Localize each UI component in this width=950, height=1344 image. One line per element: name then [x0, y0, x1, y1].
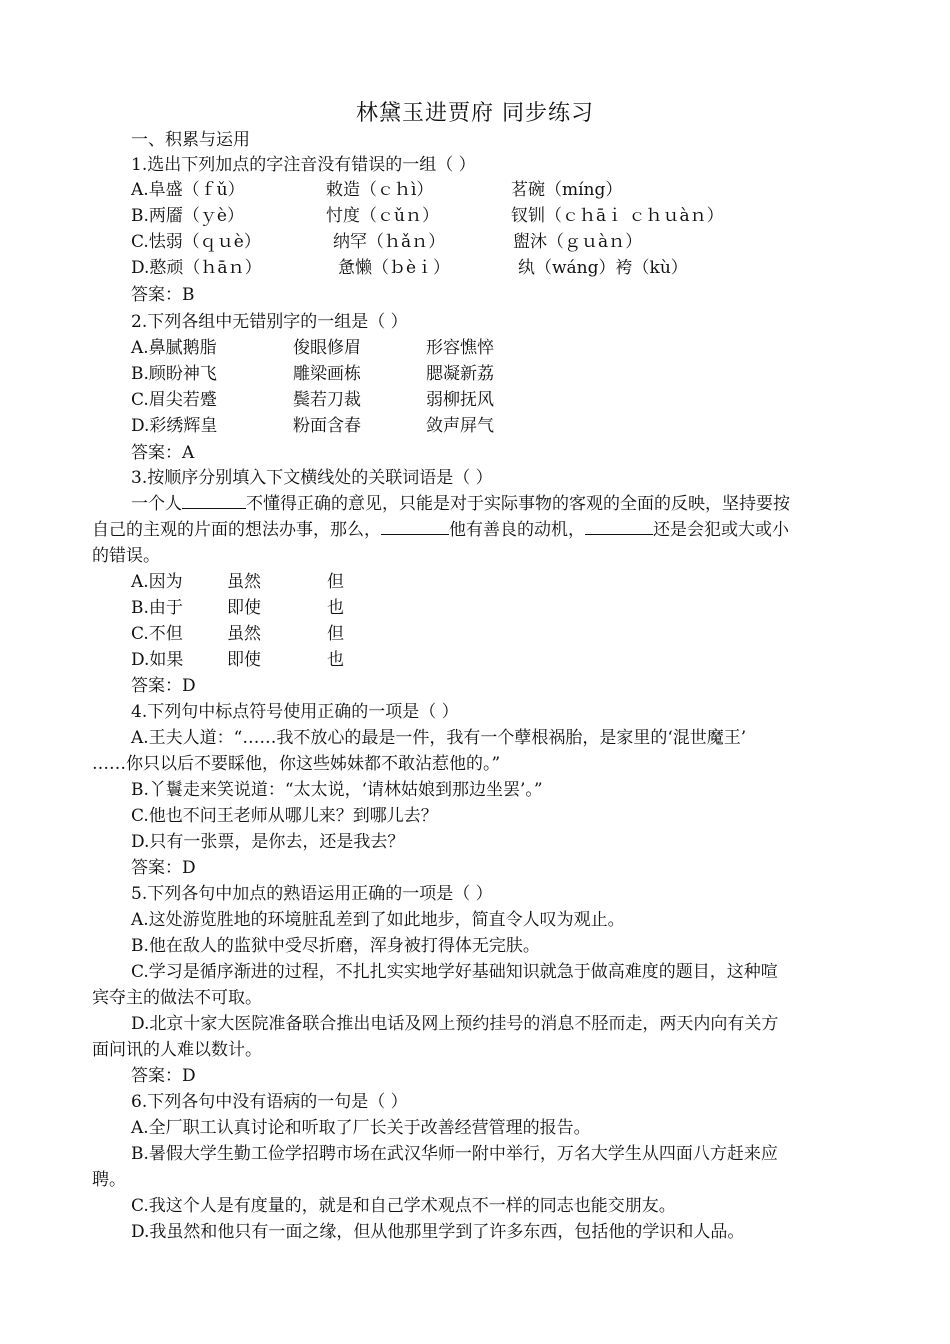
question-5-option-c: C.学习是循序渐进的过程，不扎扎实实地学好基础知识就急于做高难度的题目，这种喧 [131, 962, 778, 982]
passage-text: 他有善良的动机， [449, 520, 585, 540]
option-text: A.阜盛（ｆǔ） [131, 180, 245, 200]
option-text: D.彩绣辉皇 [131, 416, 218, 436]
passage-text: 一个人 [131, 494, 182, 514]
option-text: A.因为 [131, 572, 183, 592]
option-text: 也 [327, 650, 344, 670]
option-text: 盥沐（ｇｕàｎ） [513, 232, 643, 252]
fill-blank [381, 518, 449, 535]
option-text: 雕梁画栋 [293, 364, 361, 384]
option-text: 但 [327, 624, 344, 644]
question-6-option-b-cont: 聘。 [92, 1170, 126, 1190]
option-text: C.怯弱（ｑｕè） [131, 232, 261, 252]
question-4-option-c: C.他也不问王老师从哪儿来？到哪儿去？ [131, 806, 438, 826]
question-3-option-d [131, 648, 344, 672]
option-text: B.两靥（ｙè） [131, 206, 244, 226]
question-4-stem: 4.下列句中标点符号使用正确的一项是（ ） [131, 702, 459, 722]
answer-3: 答案：D [131, 676, 196, 696]
question-6-option-d: D.我虽然和他只有一面之缘，但从他那里学到了许多东西，包括他的学识和人品。 [131, 1222, 745, 1242]
question-4-option-d: D.只有一张票，是你去，还是我去？ [131, 832, 405, 852]
option-text: 纨（wáng）袴（kù） [518, 258, 688, 278]
question-1-option-a [131, 178, 622, 202]
page-title: 林黛玉进贾府 同步练习 [356, 101, 594, 126]
option-text: D.憨顽（ｈāｎ） [131, 258, 262, 278]
passage-text: 还是会犯或大或小 [653, 520, 789, 540]
question-6-option-a: A.全厂职工认真讨论和听取了厂长关于改善经营管理的报告。 [131, 1118, 591, 1138]
question-5-option-c-cont: 宾夺主的做法不可取。 [92, 988, 262, 1008]
option-text: 但 [327, 572, 344, 592]
question-5-option-a: A.这处游览胜地的环境脏乱差到了如此地步，简直令人叹为观止。 [131, 910, 625, 930]
option-text: 虽然 [227, 624, 261, 644]
answer-5: 答案：D [131, 1066, 196, 1086]
question-3-option-a [131, 570, 344, 594]
question-2-stem: 2.下列各组中无错别字的一组是（ ） [131, 312, 408, 332]
question-1-option-b [131, 204, 724, 228]
question-5-stem: 5.下列各句中加点的熟语运用正确的一项是（ ） [131, 884, 493, 904]
option-text: 粉面含春 [293, 416, 361, 436]
option-text: 俊眼修眉 [293, 338, 361, 358]
option-text: A.鼻腻鹅脂 [131, 338, 217, 358]
question-5-option-d-cont: 面问讯的人难以数计。 [92, 1040, 262, 1060]
option-text: B.顾盼神飞 [131, 364, 217, 384]
question-3-passage-line-3: 的错误。 [92, 546, 160, 566]
section-heading: 一、积累与运用 [131, 130, 250, 150]
question-6-stem: 6.下列各句中没有语病的一句是（ ） [131, 1092, 408, 1112]
option-text: C.眉尖若蹙 [131, 390, 217, 410]
option-text: 茗碗（míng） [511, 180, 623, 200]
option-text: 敛声屏气 [426, 416, 494, 436]
option-text: D.如果 [131, 650, 184, 670]
option-text: 即使 [227, 650, 261, 670]
question-6-option-b: B.暑假大学生勤工俭学招聘市场在武汉华师一附中举行，万名大学生从四面八方赶来应 [131, 1144, 778, 1164]
answer-1: 答案：B [131, 285, 195, 305]
question-4-option-a: A.王夫人道：“……我不放心的最是一件，我有一个孽根祸胎，是家里的‘混世魔王’ [131, 728, 747, 748]
question-1-option-c [131, 230, 642, 254]
question-6-option-c: C.我这个人是有度量的，就是和自己学术观点不一样的同志也能交朋友。 [131, 1196, 676, 1216]
option-text: 虽然 [227, 572, 261, 592]
answer-4: 答案：D [131, 858, 196, 878]
question-3-option-c [131, 622, 344, 646]
option-text: 钗钏（ｃｈāｉ ｃｈｕàｎ） [511, 206, 724, 226]
question-4-option-b: B.丫鬟走来笑说道：“太太说，‘请林姑娘到那边坐罢’。” [131, 780, 543, 800]
passage-text: 不懂得正确的意见，只能是对于实际事物的客观的全面的反映，坚持要按 [246, 494, 790, 514]
option-text: B.由于 [131, 598, 183, 618]
question-4-option-a-cont: ……你只以后不要睬他，你这些姊妹都不敢沾惹他的。” [92, 754, 501, 774]
option-text: 鬓若刀裁 [293, 390, 361, 410]
question-2-option-d [131, 414, 494, 438]
option-text: 形容憔悴 [426, 338, 494, 358]
question-2-option-a [131, 336, 494, 360]
option-text: 惫懒（ｂèｉ） [338, 258, 451, 278]
option-text: 纳罕（ｈǎｎ） [333, 232, 446, 252]
option-text: 腮凝新荔 [426, 364, 494, 384]
fill-blank [182, 492, 246, 509]
option-text: 弱柳抚风 [426, 390, 494, 410]
question-2-option-c [131, 388, 494, 412]
question-3-stem: 3.按顺序分别填入下文横线处的关联词语是（ ） [131, 468, 493, 488]
passage-text: 自己的主观的片面的想法办事，那么， [92, 520, 381, 540]
option-text: 即使 [227, 598, 261, 618]
option-text: C.不但 [131, 624, 183, 644]
question-5-option-d: D.北京十家大医院准备联合推出电话及网上预约挂号的消息不胫而走，两天内向有关方 [131, 1014, 779, 1034]
question-1-option-d [131, 256, 688, 280]
option-text: 敕造（ｃｈì） [326, 180, 434, 200]
question-2-option-b [131, 362, 494, 386]
option-text: 忖度（ｃǔｎ） [326, 206, 439, 226]
option-text: 也 [327, 598, 344, 618]
answer-2: 答案：A [131, 443, 195, 463]
question-3-option-b [131, 596, 344, 620]
question-3-passage-line-2 [92, 518, 789, 542]
question-3-passage-line-1 [131, 492, 790, 516]
fill-blank [585, 518, 653, 535]
question-1-stem: 1.选出下列加点的字注音没有错误的一组（ ） [131, 155, 476, 175]
question-5-option-b: B.他在敌人的监狱中受尽折磨，浑身被打得体无完肤。 [131, 936, 540, 956]
